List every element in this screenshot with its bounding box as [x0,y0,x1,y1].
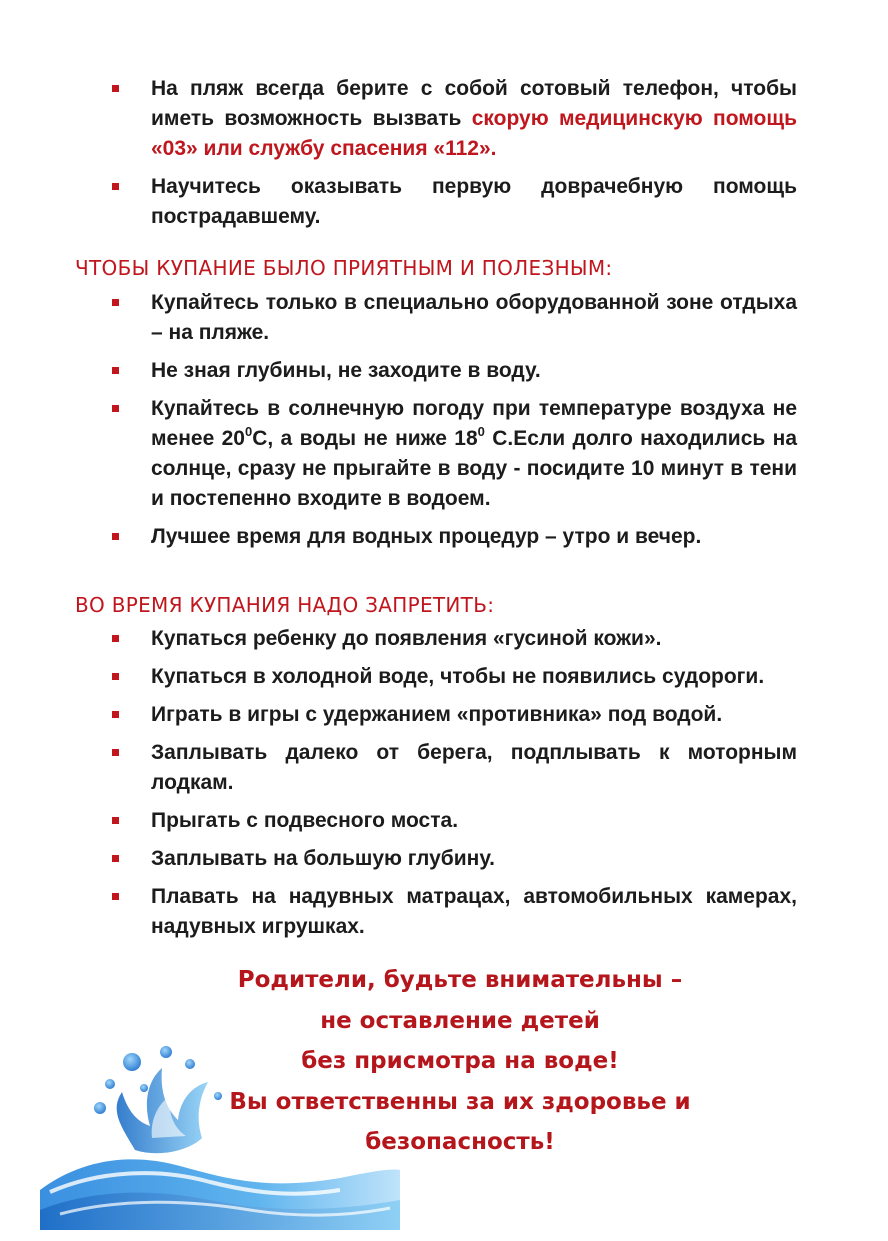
list-item: Не зная глубины, не заходите в воду. [112,356,797,386]
bullet-marker [112,183,119,190]
top-tips-list [112,74,797,240]
bullet-marker [112,711,119,718]
closing-line: Родители, будьте внимательны – [237,967,683,993]
list-item: Заплывать на большую глубину. [112,844,797,874]
bullet-marker [112,367,119,374]
list-item: Лучшее время для водных процедур – утро и вечер. [112,522,797,552]
bullet-marker [112,855,119,862]
closing-message [180,960,740,1163]
bullet-marker [112,673,119,680]
list-item: Плавать на надувных матрацах, автомобильных камерах, надувных игрушках. [112,882,797,942]
list-item: Купайтесь только в специально оборудованной зоне отдыха – на пляже. [112,288,797,348]
list-item: Прыгать с подвесного моста. [112,806,797,836]
list-item: На пляж всегда берите с собой сотовый телефон, чтобы иметь возможность вызвать скорую медицинскую помощь «03» или службу спасения «112». [112,74,797,164]
closing-line: без присмотра на воде! [301,1048,619,1074]
list-item: Купаться в холодной воде, чтобы не появились судороги. [112,662,797,692]
closing-line: не оставление детей [320,1007,600,1034]
pleasant-tips-list [112,288,797,560]
bullet-marker [112,85,119,92]
list-item: Играть в игры с удержанием «противника» под водой. [112,700,797,730]
closing-line: Вы ответственны за их здоровье и [229,1088,691,1115]
bullet-marker [112,893,119,900]
section-heading-pleasant: ЧТОБЫ КУПАНИЕ БЫЛО ПРИЯТНЫМ И ПОЛЕЗНЫМ: [75,256,613,280]
forbidden-list [112,624,797,950]
bullet-marker [112,749,119,756]
bullet-marker [112,817,119,824]
bullet-marker [112,635,119,642]
list-item: Купаться ребенку до появления «гусиной кожи». [112,624,797,654]
bullet-marker [112,299,119,306]
bullet-marker [112,533,119,540]
list-item: Купайтесь в солнечную погоду при температуре воздуха не менее $20^0С$, а воды не ниже $18^0$ С.Если долго находились на солнце, сразу не прыгайте в воду - посидите 10 минут в тени и постепенно входите в водоем. [112,394,797,514]
closing-line: безопасность! [365,1129,555,1155]
section-heading-forbidden: ВО ВРЕМЯ КУПАНИЯ НАДО ЗАПРЕТИТЬ: [75,593,495,617]
list-item: Заплывать далеко от берега, подплывать к моторным лодкам. [112,738,797,798]
list-item: Научитесь оказывать первую доврачебную помощь пострадавшему. [112,172,797,232]
bullet-marker [112,405,119,412]
emergency-numbers: скорую медицинскую помощь «03» или службу спасения «112». [151,107,797,160]
